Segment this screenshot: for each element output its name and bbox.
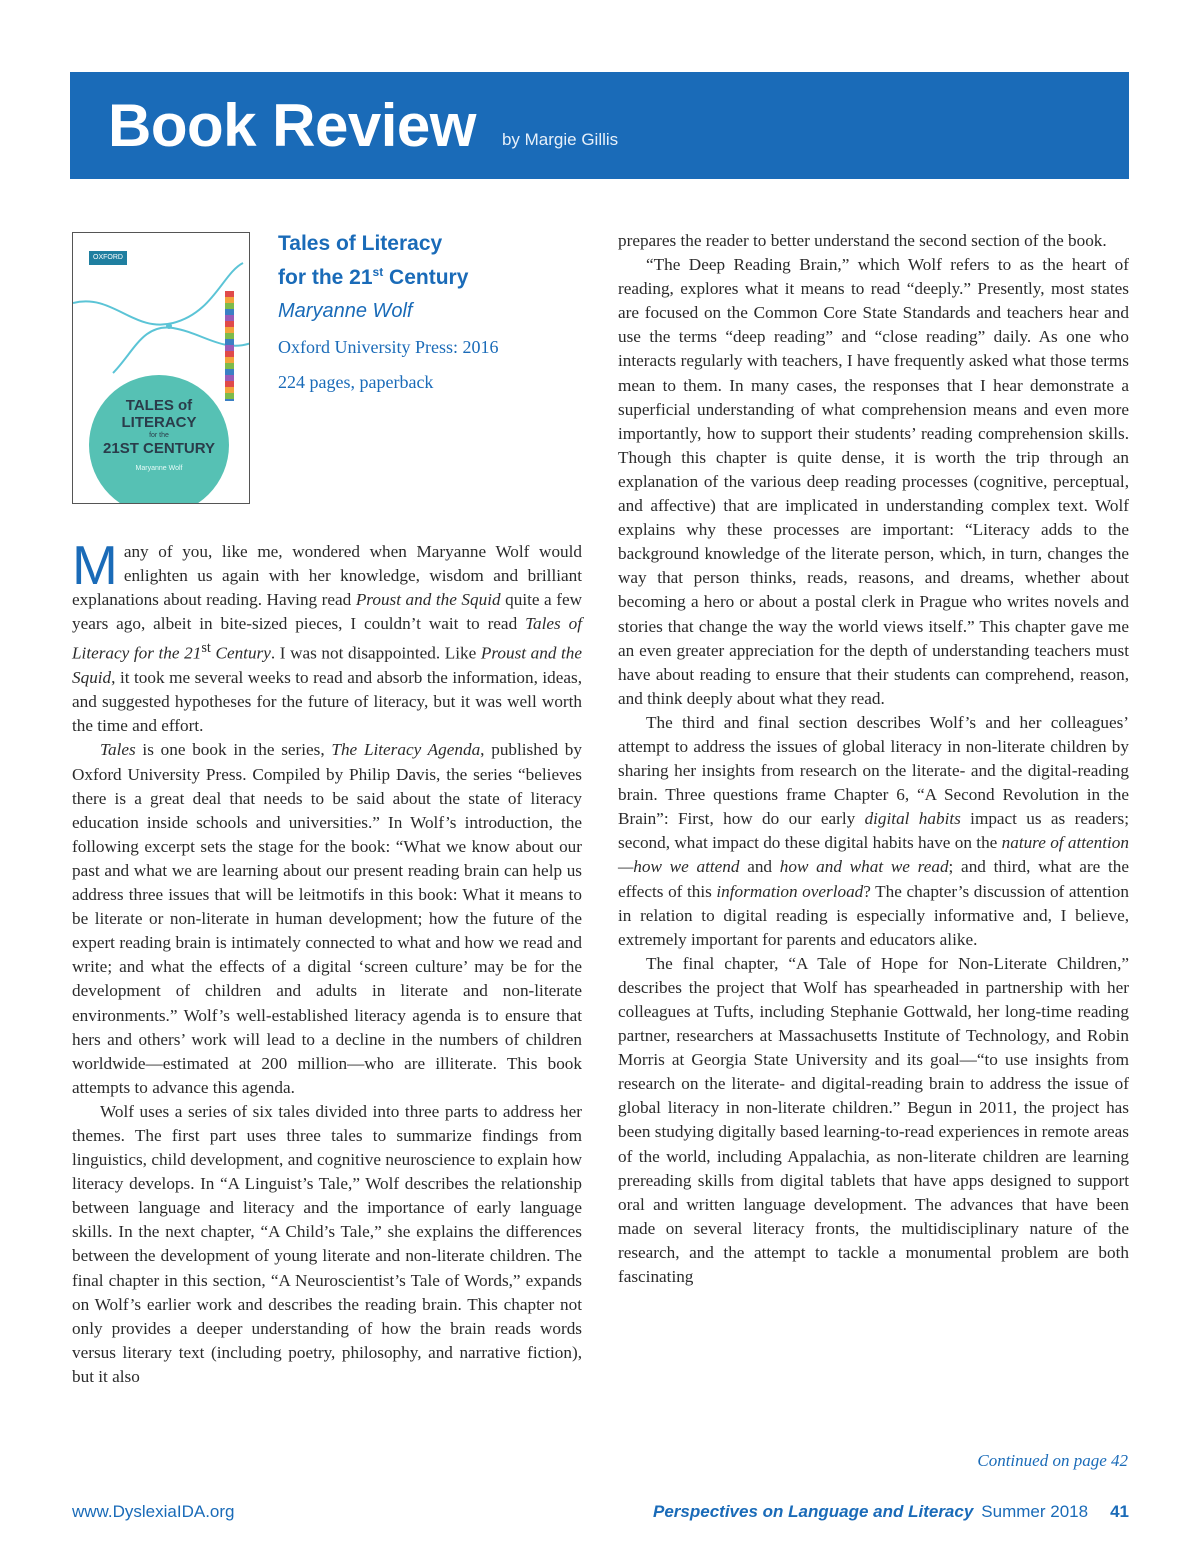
paragraph xyxy=(618,711,1129,952)
text: ; and third, what are the effects of this xyxy=(618,857,1129,901)
paragraph xyxy=(72,534,583,738)
paragraph: “The Deep Reading Brain,” which Wolf refers to as the heart of reading, explores what it means to read “deeply.” Presently, most states are focused on the Common Core State Standards and teachers hear and use the terms “deep reading” and “close reading” daily. As one who interacts regularly with teachers, I have frequently asked what those terms mean to them. In many cases, the responses that I hear demonstrate a superficial understanding of what comprehension means and even more importantly, how to support their students’ reading comprehension skills. Though this chapter is quite dense, it is worth the trip through an explanation of the various deep reading processes (cognitive, perceptual, and affective) that are implicated in understanding complex text. Wolf explains why these processes are important: “Literacy adds to the background knowledge of the literate person, which, in turn, changes the way that person thinks, reads, reasons, and dreams, whether about becoming a hero or about a postal clerk in Prague who writes novels and stories that change the way the world views itself.” This chapter gave me an even greater appreciation for the depth of understanding teachers must have about reading to ensure that their students can comprehend, reason, and think deeply about what they read. xyxy=(618,255,1129,708)
italic-text: information overload xyxy=(716,881,864,901)
superscript: st xyxy=(201,640,211,657)
paragraph: prepares the reader to better understand the second section of the book. xyxy=(618,231,1107,250)
page-number: 41 xyxy=(1110,1502,1129,1521)
book-publisher: Oxford University Press: 2016 xyxy=(278,337,499,357)
footer-url[interactable]: www.DyslexiaIDA.org xyxy=(72,1502,235,1521)
italic-text: nature of attention—how we attend xyxy=(618,833,1129,877)
header-banner xyxy=(70,72,1129,179)
cover-author: Maryanne Wolf xyxy=(135,465,183,472)
italic-text: Century xyxy=(210,644,271,664)
cover-title-line: LITERACY xyxy=(121,414,197,431)
footer-right xyxy=(653,1502,1129,1522)
paragraph: Wolf uses a series of six tales divided into three parts to address her themes. The first part uses three tales to summarize findings from linguistics, child development, and cognitive neuroscience to explain how literacy develops. In “A Linguist’s Tale,” Wolf describes the relationship between language and literacy and the importance of early language skills. In the next chapter, “A Child’s Tale,” she explains the differences between the development of young literate and non-literate children. The final chapter in this section, “A Neuroscientist’s Tale of Words,” expands on Wolf’s earlier work and describes the reading brain. This chapter not only provides a deeper understanding of how the brain reads words versus literary text (including poetry, philosophy, and narrative fiction), but it also xyxy=(72,1101,582,1386)
cover-title-circle xyxy=(89,375,229,504)
book-title-line1: Tales of Literacy xyxy=(278,232,443,255)
drop-cap: M xyxy=(72,534,118,596)
italic-text: how and what we read xyxy=(779,857,949,877)
text: impact us as readers; second, what impact do these digital habits have on the xyxy=(618,809,1129,853)
text: ? The chapter’s discussion of attention in relation to digital reading is especially informative and, I believe, extremely important for parents and educators alike. xyxy=(618,881,1129,949)
italic-text: The Literacy Agenda xyxy=(331,740,481,760)
text: , published by Oxford University Press. Compiled by Philip Davis, the series “believes there is a great deal that needs to be said about the state of literacy education inside schools and universities.” In Wolf’s introduction, the following excerpt sets the stage for the book: “What we know about our past and what we are learning about our present reading brain can help us address three issues that will be leitmotifs in this book: What it means to be literate or non-literate in human development; how the future of the expert reading brain is intimately connected to what and how we read and write; and what the effects of a digital ‘screen culture’ may be for the development of children and adults in literate and non-literate environments.” Wolf’s well-established literacy agenda is to ensure that hers and others’ work will lead to a decline in the numbers of children worldwide—estimated at 200 million—who are illiterate. This book attempts to advance this agenda. xyxy=(72,740,582,1097)
text: is one book in the series, xyxy=(135,740,332,760)
italic-text: Tales of Literacy for the 21 xyxy=(72,614,582,664)
text: , it took me several weeks to read and absorb the information, ideas, and suggested hypotheses for the future of literacy, but it was well worth the time and effort. xyxy=(72,668,582,736)
italic-text: digital habits xyxy=(864,809,961,829)
left-column xyxy=(72,534,583,1389)
text: quite a few years ago, albeit in bite-sized pieces, I couldn’t wait to read xyxy=(72,590,582,634)
cover-title-line: TALES of xyxy=(125,397,193,414)
book-author: Maryanne Wolf xyxy=(278,300,413,322)
cover-publisher-badge: OXFORD xyxy=(89,251,127,265)
page-footer xyxy=(72,1502,1129,1522)
book-title xyxy=(278,230,578,292)
cover-title-line: for the xyxy=(149,432,169,439)
italic-text: Proust and the Squid xyxy=(72,644,583,688)
book-title-sup: st xyxy=(372,265,384,279)
paragraph: The final chapter, “A Tale of Hope for Non-Literate Children,” describes the project that Wolf has spearheaded in partnership with her colleagues at Tufts, including Stephanie Gottwald, her long-time reading partner, researchers at Massachusetts Institute of Technology, and Robin Morris at Georgia State University and its goal—“to use insights from research on the literate- and digital-reading brain to address the issue of global literacy in non-literate children.” Begun in 2011, the project has been studying digitally based learning-to-read experiences in remote areas of the world, including Appalachia, as non-literate children are learning prereading skills from digital tablets that have apps designed to support oral and written language development. The advances that have been made on several literacy fronts, the multidisciplinary nature of the research, and the attempt to tackle a monumental problem are both fascinating xyxy=(618,953,1129,1287)
text: and xyxy=(739,857,780,877)
book-cover-image xyxy=(72,232,250,504)
paragraph xyxy=(72,738,582,1099)
right-column xyxy=(618,229,1129,1289)
text: any of you, like me, wondered when Maryanne Wolf would enlighten us again with her knowledge, wisdom and brilliant explanations about reading. Having read xyxy=(72,542,582,610)
cover-title-line: 21ST CENTURY xyxy=(103,440,215,457)
book-pages: 224 pages, paperback xyxy=(278,372,434,392)
continued-link[interactable]: Continued on page 42 xyxy=(977,1451,1128,1470)
text: . I was not disappointed. Like xyxy=(270,644,481,664)
text: The third and final section describes Wolf’s and her colleagues’ attempt to address the issues of global literacy in non-literate children by sharing her insights from research on the literate- and the digital-reading brain. Three questions frame Chapter 6, “A Second Revolution in the Brain”: First, how do our early xyxy=(618,712,1129,829)
page-title: Book Review xyxy=(108,92,476,159)
book-info xyxy=(278,230,578,393)
cover-series-strip xyxy=(225,291,234,401)
byline: by Margie Gillis xyxy=(501,129,619,149)
book-title-line2-end: Century xyxy=(383,266,469,289)
book-title-line2: for the 21 xyxy=(278,266,373,289)
italic-text: Tales xyxy=(100,740,136,760)
footer-issue: Summer 2018 xyxy=(981,1502,1089,1521)
italic-text: Proust and the Squid xyxy=(355,590,501,610)
footer-journal: Perspectives on Language and Literacy xyxy=(653,1502,974,1521)
